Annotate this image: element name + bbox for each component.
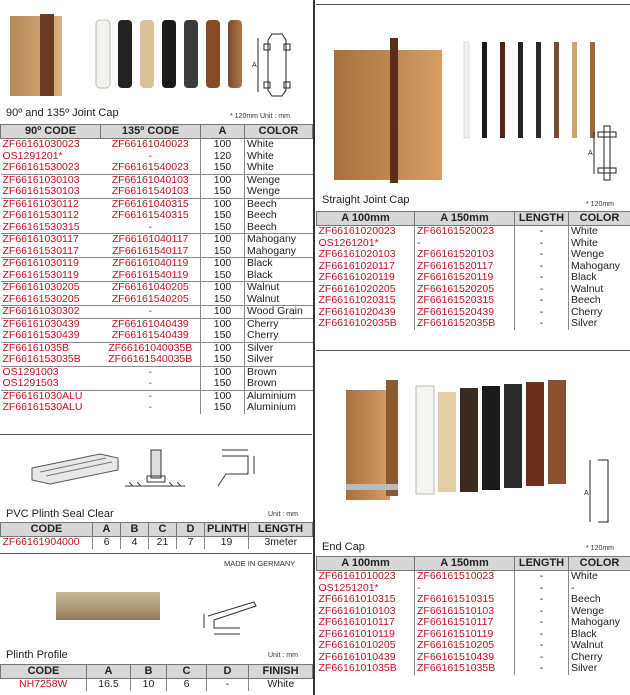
table-cell: Brown (245, 366, 313, 378)
col-header: COLOR (569, 212, 630, 226)
col-header: D (207, 665, 249, 679)
table-cell: ZF66161040119 (101, 258, 201, 270)
table-cell: - (101, 306, 201, 319)
col-header: C (149, 523, 177, 537)
table-row (1, 151, 313, 163)
table-cell: ZF66161510205 (415, 640, 515, 652)
table-cell: White (569, 226, 630, 238)
table-cell: ZF66161530023 (2, 162, 80, 173)
table-row (317, 295, 630, 307)
table-cell: Cherry (245, 330, 313, 342)
table-cell: ZF66161540103 (111, 186, 189, 197)
table-cell: - (148, 402, 152, 413)
table-cell: 3meter (249, 537, 313, 549)
table-cell: ZF66161520439 (415, 307, 515, 319)
table-cell: ZF66161010205 (318, 640, 396, 651)
straight-unit: * 120mm (586, 201, 615, 208)
table-cell: Beech (245, 210, 313, 222)
table-cell: ZF6616153035B (2, 354, 81, 365)
table-cell: 19 (205, 537, 249, 549)
table-cell: ZF66161520205 (415, 284, 515, 296)
col-header: LENGTH (515, 212, 569, 226)
table-cell: White (245, 151, 313, 163)
table-cell: - (207, 679, 249, 691)
col-header: CODE (1, 523, 93, 537)
table-cell: Beech (569, 295, 630, 307)
table-cell: 150 (201, 402, 245, 414)
table-cell: ZF66161904000 (2, 536, 80, 548)
table-row (1, 679, 313, 691)
table-cell: ZF66161030119 (1, 258, 101, 270)
table-cell: ZF66161510439 (415, 652, 515, 664)
table-row (1, 198, 313, 210)
table-cell: OS1261201* (318, 237, 379, 249)
table-row (1, 354, 313, 366)
end-cap-dim-label: A (584, 490, 589, 497)
table-row (1, 342, 313, 354)
table-cell: 100 (201, 390, 245, 402)
col-header: 135º CODE (101, 125, 201, 139)
table-cell: ZF66161030117 (1, 234, 101, 246)
table-cell: ZF66161040205 (101, 282, 201, 294)
table-cell: 100 (201, 198, 245, 210)
table-cell: Walnut (569, 640, 630, 652)
col-header: FINISH (249, 665, 313, 679)
table-cell: ZF66161530117 (2, 245, 79, 257)
table-cell: 6 (167, 679, 207, 691)
seal-section-diagram (125, 446, 185, 488)
straight-joint-caps (456, 38, 606, 148)
table-cell: ZF66161020117 (318, 260, 395, 272)
table-cell: Wood Grain (245, 306, 313, 319)
table-cell: ZF6616101035B (318, 663, 397, 674)
table-cell: ZF66161510103 (415, 606, 515, 618)
joint-cap-title: 90º and 135º Joint Cap (6, 107, 119, 119)
table-row (317, 663, 630, 675)
profile-title: Plinth Profile (6, 649, 68, 661)
table-cell: White (569, 238, 630, 250)
seal-dimension-diagram (212, 446, 262, 491)
left-column (0, 0, 312, 695)
column-divider (313, 0, 315, 695)
joint-cap-unit: * 120mm Unit : mm (230, 113, 290, 120)
table-cell: - (101, 390, 201, 402)
table-row (317, 307, 630, 319)
table-row (1, 402, 313, 414)
table-cell: ZF66161510315 (415, 594, 515, 606)
table-cell: 150 (201, 186, 245, 198)
seal-title: PVC Plinth Seal Clear (6, 508, 114, 520)
table-cell: ZF66161540315 (111, 210, 189, 221)
table-cell: 100 (201, 342, 245, 354)
table-cell: 150 (201, 162, 245, 174)
table-cell: - (515, 295, 569, 307)
table-cell: ZF66161520315 (415, 295, 515, 307)
table-cell: ZF66161540023 (111, 162, 189, 173)
table-cell: Brown (245, 378, 313, 390)
table-cell: ZF66161020205 (318, 283, 396, 295)
table-cell: ZF66161030103 (1, 174, 101, 186)
col-header: A 100mm (317, 557, 415, 571)
table-row (1, 282, 313, 294)
table-row (1, 318, 313, 330)
table-cell: 100 (201, 282, 245, 294)
table-cell: ZF66161540119 (112, 269, 189, 281)
table-cell: Black (245, 270, 313, 282)
table-cell: ZF66161040315 (101, 198, 201, 210)
table-cell: - (515, 261, 569, 273)
col-header: B (131, 665, 167, 679)
table-cell: NH7258W (19, 678, 68, 690)
joint-cap-photo (6, 6, 246, 101)
plinth-profile-diagram (200, 598, 260, 640)
table-row (317, 571, 630, 583)
table-row (1, 174, 313, 186)
col-header: B (121, 523, 149, 537)
table-cell: Beech (245, 222, 313, 234)
table-row (1, 330, 313, 342)
table-row (317, 640, 630, 652)
col-header: LENGTH (515, 557, 569, 571)
table-row (1, 378, 313, 390)
table-cell: ZF66161040117 (101, 234, 201, 246)
table-cell: 6 (93, 537, 121, 549)
table-cell: Mahogany (245, 234, 313, 246)
table-cell: - (515, 617, 569, 629)
table-row (1, 210, 313, 222)
table-cell: - (415, 238, 515, 250)
table-cell: 150 (201, 294, 245, 306)
table-cell: Wenge (245, 186, 313, 198)
table-cell: 100 (201, 258, 245, 270)
table-row (317, 249, 630, 261)
table-cell: 150 (201, 354, 245, 366)
table-cell: ZF66161510119 (415, 629, 515, 641)
table-cell: - (515, 272, 569, 284)
straight-table (316, 211, 630, 330)
table-cell: OS1291201* (2, 150, 63, 162)
table-cell: White (569, 571, 630, 583)
table-cell: - (515, 249, 569, 261)
table-cell: ZF66161030302 (1, 306, 101, 319)
table-cell: - (515, 583, 569, 595)
table-cell: Beech (569, 594, 630, 606)
table-cell: 4 (121, 537, 149, 549)
table-row (1, 139, 313, 151)
table-cell: Silver (569, 663, 630, 675)
table-row (317, 629, 630, 641)
seal-photo (30, 446, 120, 486)
table-cell: 150 (201, 210, 245, 222)
table-cell: Silver (245, 354, 313, 366)
table-cell: - (515, 629, 569, 641)
table-cell: 16.5 (87, 679, 131, 691)
table-cell: Cherry (569, 307, 630, 319)
col-header: A (93, 523, 121, 537)
table-cell: 150 (201, 270, 245, 282)
table-cell: ZF66161520119 (415, 272, 515, 284)
table-cell: - (515, 606, 569, 618)
table-cell: ZF66161030ALU (1, 390, 101, 402)
table-cell: ZF66161030112 (1, 198, 101, 210)
table-cell: ZF66161540205 (111, 293, 189, 305)
table-cell: ZF66161020023 (318, 225, 396, 237)
table-cell: ZF66161040023 (111, 138, 189, 150)
table-cell: ZF66161520023 (415, 226, 515, 238)
table-cell: ZF66161040103 (101, 174, 201, 186)
table-cell: - (515, 238, 569, 250)
table-cell: ZF66161010023 (318, 570, 396, 582)
table-row (317, 617, 630, 629)
table-cell: ZF66161530205 (2, 293, 80, 305)
end-cap-photo (346, 380, 410, 500)
table-cell: Aluminium (245, 390, 313, 402)
table-cell: Wenge (245, 174, 313, 186)
table-cell: Beech (245, 198, 313, 210)
table-cell: Silver (245, 342, 313, 354)
table-row (317, 261, 630, 273)
table-cell: 100 (201, 318, 245, 330)
end-cap-pieces (414, 378, 574, 498)
table-cell: - (515, 594, 569, 606)
col-header: C (167, 665, 207, 679)
table-cell: ZF66161540035B (108, 354, 193, 365)
table-cell: - (569, 583, 630, 595)
table-cell: ZF66161520103 (415, 249, 515, 261)
table-cell: White (245, 139, 313, 151)
col-header: LENGTH (249, 523, 313, 537)
table-row (1, 270, 313, 282)
table-cell: ZF66161530ALU (2, 402, 83, 413)
table-row (1, 258, 313, 270)
table-cell: 120 (201, 151, 245, 163)
table-cell: Black (569, 272, 630, 284)
seal-unit: Unit : mm (268, 511, 298, 518)
table-row (317, 318, 630, 330)
table-cell: ZF66161040439 (101, 318, 201, 330)
table-row (317, 652, 630, 664)
table-cell: Mahogany (569, 261, 630, 273)
table-cell: ZF66161540439 (111, 330, 189, 341)
table-row (1, 222, 313, 234)
table-cell: ZF66161020119 (318, 272, 395, 283)
table-cell: 150 (201, 246, 245, 258)
table-cell: ZF66161540117 (112, 245, 189, 257)
table-cell: ZF6616102035B (318, 318, 397, 329)
col-header: 90º CODE (1, 125, 101, 139)
table-cell: 100 (201, 139, 245, 151)
table-cell: ZF66161010117 (318, 617, 395, 628)
table-cell: ZF66161035B (1, 342, 101, 354)
table-row (1, 246, 313, 258)
table-cell: OS1291003 (1, 366, 101, 378)
table-row (1, 390, 313, 402)
table-cell: White (245, 162, 313, 174)
col-header: CODE (1, 665, 87, 679)
table-cell: Mahogany (245, 246, 313, 258)
table-row (1, 537, 313, 549)
table-cell: Walnut (245, 294, 313, 306)
table-cell: 100 (201, 306, 245, 319)
table-cell: ZF66161030439 (1, 318, 101, 330)
col-header: A 100mm (317, 212, 415, 226)
table-cell: Cherry (245, 318, 313, 330)
col-header: D (177, 523, 205, 537)
table-cell: 100 (201, 174, 245, 186)
table-row (317, 284, 630, 296)
table-cell: ZF66161520117 (415, 261, 515, 273)
table-row (1, 234, 313, 246)
table-cell: Wenge (569, 606, 630, 618)
table-cell: 7 (177, 537, 205, 549)
straight-title: Straight Joint Cap (322, 194, 410, 206)
table-cell: 150 (201, 378, 245, 390)
table-cell: - (515, 640, 569, 652)
table-row (317, 606, 630, 618)
table-cell: - (515, 307, 569, 319)
table-cell: Aluminium (245, 402, 313, 414)
table-cell: ZF66161530103 (2, 186, 80, 197)
table-cell: - (515, 663, 569, 675)
table-row (317, 226, 630, 238)
table-cell: 150 (201, 222, 245, 234)
table-cell: - (515, 571, 569, 583)
table-row (1, 162, 313, 174)
col-header: COLOR (569, 557, 630, 571)
table-row (1, 294, 313, 306)
plinth-profile-photo (56, 592, 160, 620)
table-cell: - (148, 150, 152, 162)
table-cell: 150 (201, 330, 245, 342)
table-cell: 100 (201, 366, 245, 378)
table-row (1, 186, 313, 198)
table-cell: ZF66161020315 (318, 295, 396, 306)
table-cell: ZF66161530119 (2, 269, 79, 281)
table-cell: ZF66161030023 (2, 138, 80, 150)
col-header: PLINTH (205, 523, 249, 537)
table-cell: Black (569, 629, 630, 641)
table-cell: - (148, 221, 152, 233)
col-header: COLOR (245, 125, 313, 139)
end-cap-title: End Cap (322, 541, 365, 553)
table-cell: White (249, 679, 313, 691)
straight-joint-photo (334, 38, 442, 183)
table-cell: ZF66161020103 (318, 249, 396, 260)
table-cell: ZF66161530112 (2, 210, 79, 221)
table-cell: Walnut (569, 284, 630, 296)
right-column (316, 0, 630, 695)
joint-cap-table (0, 124, 312, 414)
table-row (1, 366, 313, 378)
joint-cap-diagram (252, 30, 302, 102)
table-cell: ZF66161530439 (2, 330, 80, 341)
table-cell: Mahogany (569, 617, 630, 629)
profile-table (0, 664, 312, 691)
table-cell: ZF66161510117 (415, 617, 515, 629)
end-cap-diagram (584, 456, 620, 528)
table-cell: OS1251201* (318, 582, 379, 594)
table-cell: - (515, 226, 569, 238)
table-cell: ZF66161010315 (318, 594, 396, 605)
table-cell: - (415, 583, 515, 595)
table-cell: ZF66161020439 (318, 306, 396, 318)
table-row (317, 272, 630, 284)
table-cell: ZF66161010439 (318, 651, 396, 663)
table-cell: Wenge (569, 249, 630, 261)
end-cap-unit: * 120mm (586, 545, 615, 552)
table-cell: - (101, 366, 201, 378)
col-header: A (87, 665, 131, 679)
table-cell: - (515, 652, 569, 664)
profile-unit: Unit : mm (268, 652, 298, 659)
table-cell: OS1291503 (2, 378, 59, 389)
table-cell: Black (245, 258, 313, 270)
table-cell: 10 (131, 679, 167, 691)
end-cap-table (316, 556, 630, 675)
table-row (317, 583, 630, 595)
table-cell: ZF66161530315 (2, 221, 80, 233)
table-cell: - (148, 378, 152, 389)
col-header: A (201, 125, 245, 139)
table-cell: ZF6616152035B (415, 318, 515, 330)
straight-dim-label: A (588, 150, 593, 157)
col-header: A 150mm (415, 212, 515, 226)
table-cell: Walnut (245, 282, 313, 294)
table-cell: ZF66161030205 (1, 282, 101, 294)
table-row (1, 306, 313, 319)
table-cell: ZF66161010103 (318, 605, 396, 617)
made-in-germany: MADE IN GERMANY (224, 559, 296, 568)
table-cell: ZF66161040035B (101, 342, 201, 354)
table-cell: 100 (201, 234, 245, 246)
table-cell: - (515, 284, 569, 296)
table-row (317, 238, 630, 250)
table-cell: 21 (149, 537, 177, 549)
table-cell: ZF66161510023 (415, 571, 515, 583)
table-cell: Silver (569, 318, 630, 330)
table-cell: Cherry (569, 652, 630, 664)
table-cell: ZF6616151035B (415, 663, 515, 675)
straight-joint-diagram (588, 122, 624, 184)
seal-table (0, 522, 312, 549)
col-header: A 150mm (415, 557, 515, 571)
table-cell: - (515, 318, 569, 330)
joint-cap-dim-label: A (252, 62, 257, 69)
table-row (317, 594, 630, 606)
table-cell: ZF66161010119 (318, 628, 395, 640)
